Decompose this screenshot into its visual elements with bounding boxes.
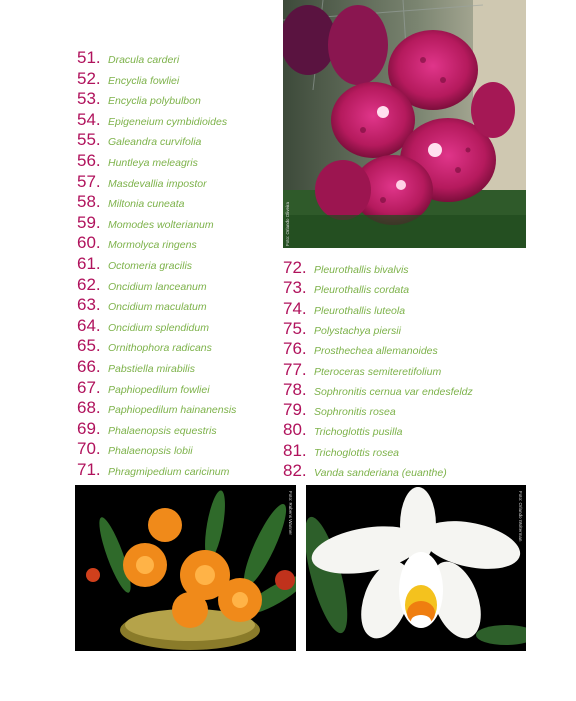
species-number: 68. xyxy=(77,398,101,418)
species-number: 54. xyxy=(77,109,101,129)
species-name: Prosthechea allemanoides xyxy=(314,345,438,358)
species-name: Oncidium splendidum xyxy=(108,321,209,334)
species-list-item xyxy=(77,439,193,459)
white-cattleya-orchid-photo xyxy=(306,485,526,651)
species-name: Paphiopedilum hainanensis xyxy=(108,404,237,417)
species-list-item xyxy=(283,319,401,339)
species-list-item xyxy=(77,357,195,377)
species-list-item xyxy=(77,460,229,480)
species-number: 52. xyxy=(77,68,101,88)
species-name: Oncidium maculatum xyxy=(108,301,207,314)
species-number: 63. xyxy=(77,295,101,315)
species-number: 82. xyxy=(283,461,307,480)
species-name: Miltonia cuneata xyxy=(108,198,185,211)
species-list-item xyxy=(283,420,403,440)
species-list-item xyxy=(77,336,212,356)
species-name: Dracula carderi xyxy=(108,54,180,66)
species-list-item xyxy=(77,275,207,295)
species-number: 57. xyxy=(77,171,101,191)
species-number: 56. xyxy=(77,151,101,170)
species-list-item xyxy=(283,461,447,481)
species-name: Pteroceras semiteretifolium xyxy=(314,365,442,378)
species-number: 72. xyxy=(283,258,307,277)
species-list-item xyxy=(77,254,192,274)
species-number: 74. xyxy=(283,298,307,318)
species-list-item xyxy=(77,419,217,439)
species-name: Galeandra curvifolia xyxy=(108,136,202,149)
photo-credit: Foto: Orlando Wolterman xyxy=(518,491,523,542)
species-list-item xyxy=(77,130,201,150)
species-name: Polystachya piersii xyxy=(314,324,401,337)
species-name: Pabstiella mirabilis xyxy=(108,363,195,375)
species-number: 77. xyxy=(283,359,307,379)
species-number: 69. xyxy=(77,418,101,438)
species-name: Ornithophora radicans xyxy=(108,342,212,355)
species-list-item xyxy=(283,278,409,298)
species-name: Sophronitis rosea xyxy=(314,406,396,419)
species-list-item xyxy=(77,378,210,398)
species-list-item xyxy=(283,360,441,380)
species-number: 70. xyxy=(77,439,101,459)
species-list-item xyxy=(77,89,201,109)
species-number: 65. xyxy=(77,336,101,356)
species-name: Momodes wolterianum xyxy=(108,218,214,231)
species-name: Mormolyca ringens xyxy=(108,239,197,252)
species-number: 78. xyxy=(283,379,307,399)
species-number: 71. xyxy=(77,460,101,479)
species-list-item xyxy=(283,339,438,359)
species-name: Oncidium lanceanum xyxy=(108,280,207,293)
species-list-item xyxy=(283,441,399,461)
species-number: 55. xyxy=(77,130,101,150)
species-number: 51. xyxy=(77,48,101,67)
species-list-item xyxy=(77,48,179,68)
species-number: 53. xyxy=(77,89,101,109)
species-name: Epigeneium cymbidioides xyxy=(108,115,228,128)
species-name: Pleurothallis cordata xyxy=(314,284,410,297)
species-list-item xyxy=(77,316,209,336)
species-name: Phragmipedium caricinum xyxy=(108,466,230,478)
species-list-item xyxy=(77,295,207,315)
species-list-item xyxy=(77,192,184,212)
species-number: 61. xyxy=(77,254,101,273)
species-name: Octomeria gracilis xyxy=(108,260,193,272)
species-name: Masdevallia impostor xyxy=(108,177,207,190)
species-list-item xyxy=(77,69,179,89)
species-list-item xyxy=(77,213,214,233)
pink-vanda-orchid-photo xyxy=(283,0,526,248)
species-name: Trichoglottis pusilla xyxy=(314,426,403,439)
species-list-item xyxy=(77,172,207,192)
species-name: Encyclia polybulbon xyxy=(108,95,201,108)
species-name: Trichoglottis rosea xyxy=(314,446,400,459)
species-number: 81. xyxy=(283,440,307,460)
species-number: 66. xyxy=(77,357,101,376)
species-number: 59. xyxy=(77,212,101,232)
photo-credit: Foto: Rubens Wanner xyxy=(288,491,293,535)
species-number: 79. xyxy=(283,400,307,420)
species-list-item xyxy=(283,258,409,278)
species-list-item xyxy=(283,380,473,400)
species-name: Paphiopedilum fowliei xyxy=(108,383,210,396)
species-list-item xyxy=(77,110,227,130)
species-list-item xyxy=(77,233,197,253)
species-number: 73. xyxy=(283,278,307,298)
species-list-item xyxy=(283,400,396,420)
species-name: Pleurothallis luteola xyxy=(314,304,406,317)
species-number: 58. xyxy=(77,192,101,212)
species-name: Phalaenopsis lobii xyxy=(108,445,193,458)
species-list-item xyxy=(283,299,405,319)
species-number: 76. xyxy=(283,339,307,359)
orange-orchid-arrangement-photo xyxy=(75,485,296,651)
species-list-item xyxy=(77,398,236,418)
species-name: Pleurothallis bivalvis xyxy=(314,264,409,276)
species-number: 60. xyxy=(77,233,101,253)
species-name: Vanda sanderiana (euanthe) xyxy=(314,467,447,479)
species-name: Sophronitis cernua var endesfeldz xyxy=(314,385,473,398)
species-number: 62. xyxy=(77,274,101,294)
species-list-item xyxy=(77,151,198,171)
species-name: Huntleya meleagris xyxy=(108,157,198,169)
species-number: 80. xyxy=(283,420,307,440)
species-number: 67. xyxy=(77,377,101,397)
species-number: 64. xyxy=(77,315,101,335)
species-name: Phalaenopsis equestris xyxy=(108,424,217,437)
species-number: 75. xyxy=(283,318,307,338)
photo-credit: Foto: Orlando Oliveira xyxy=(285,201,290,246)
species-name: Encyclia fowliei xyxy=(108,74,180,87)
